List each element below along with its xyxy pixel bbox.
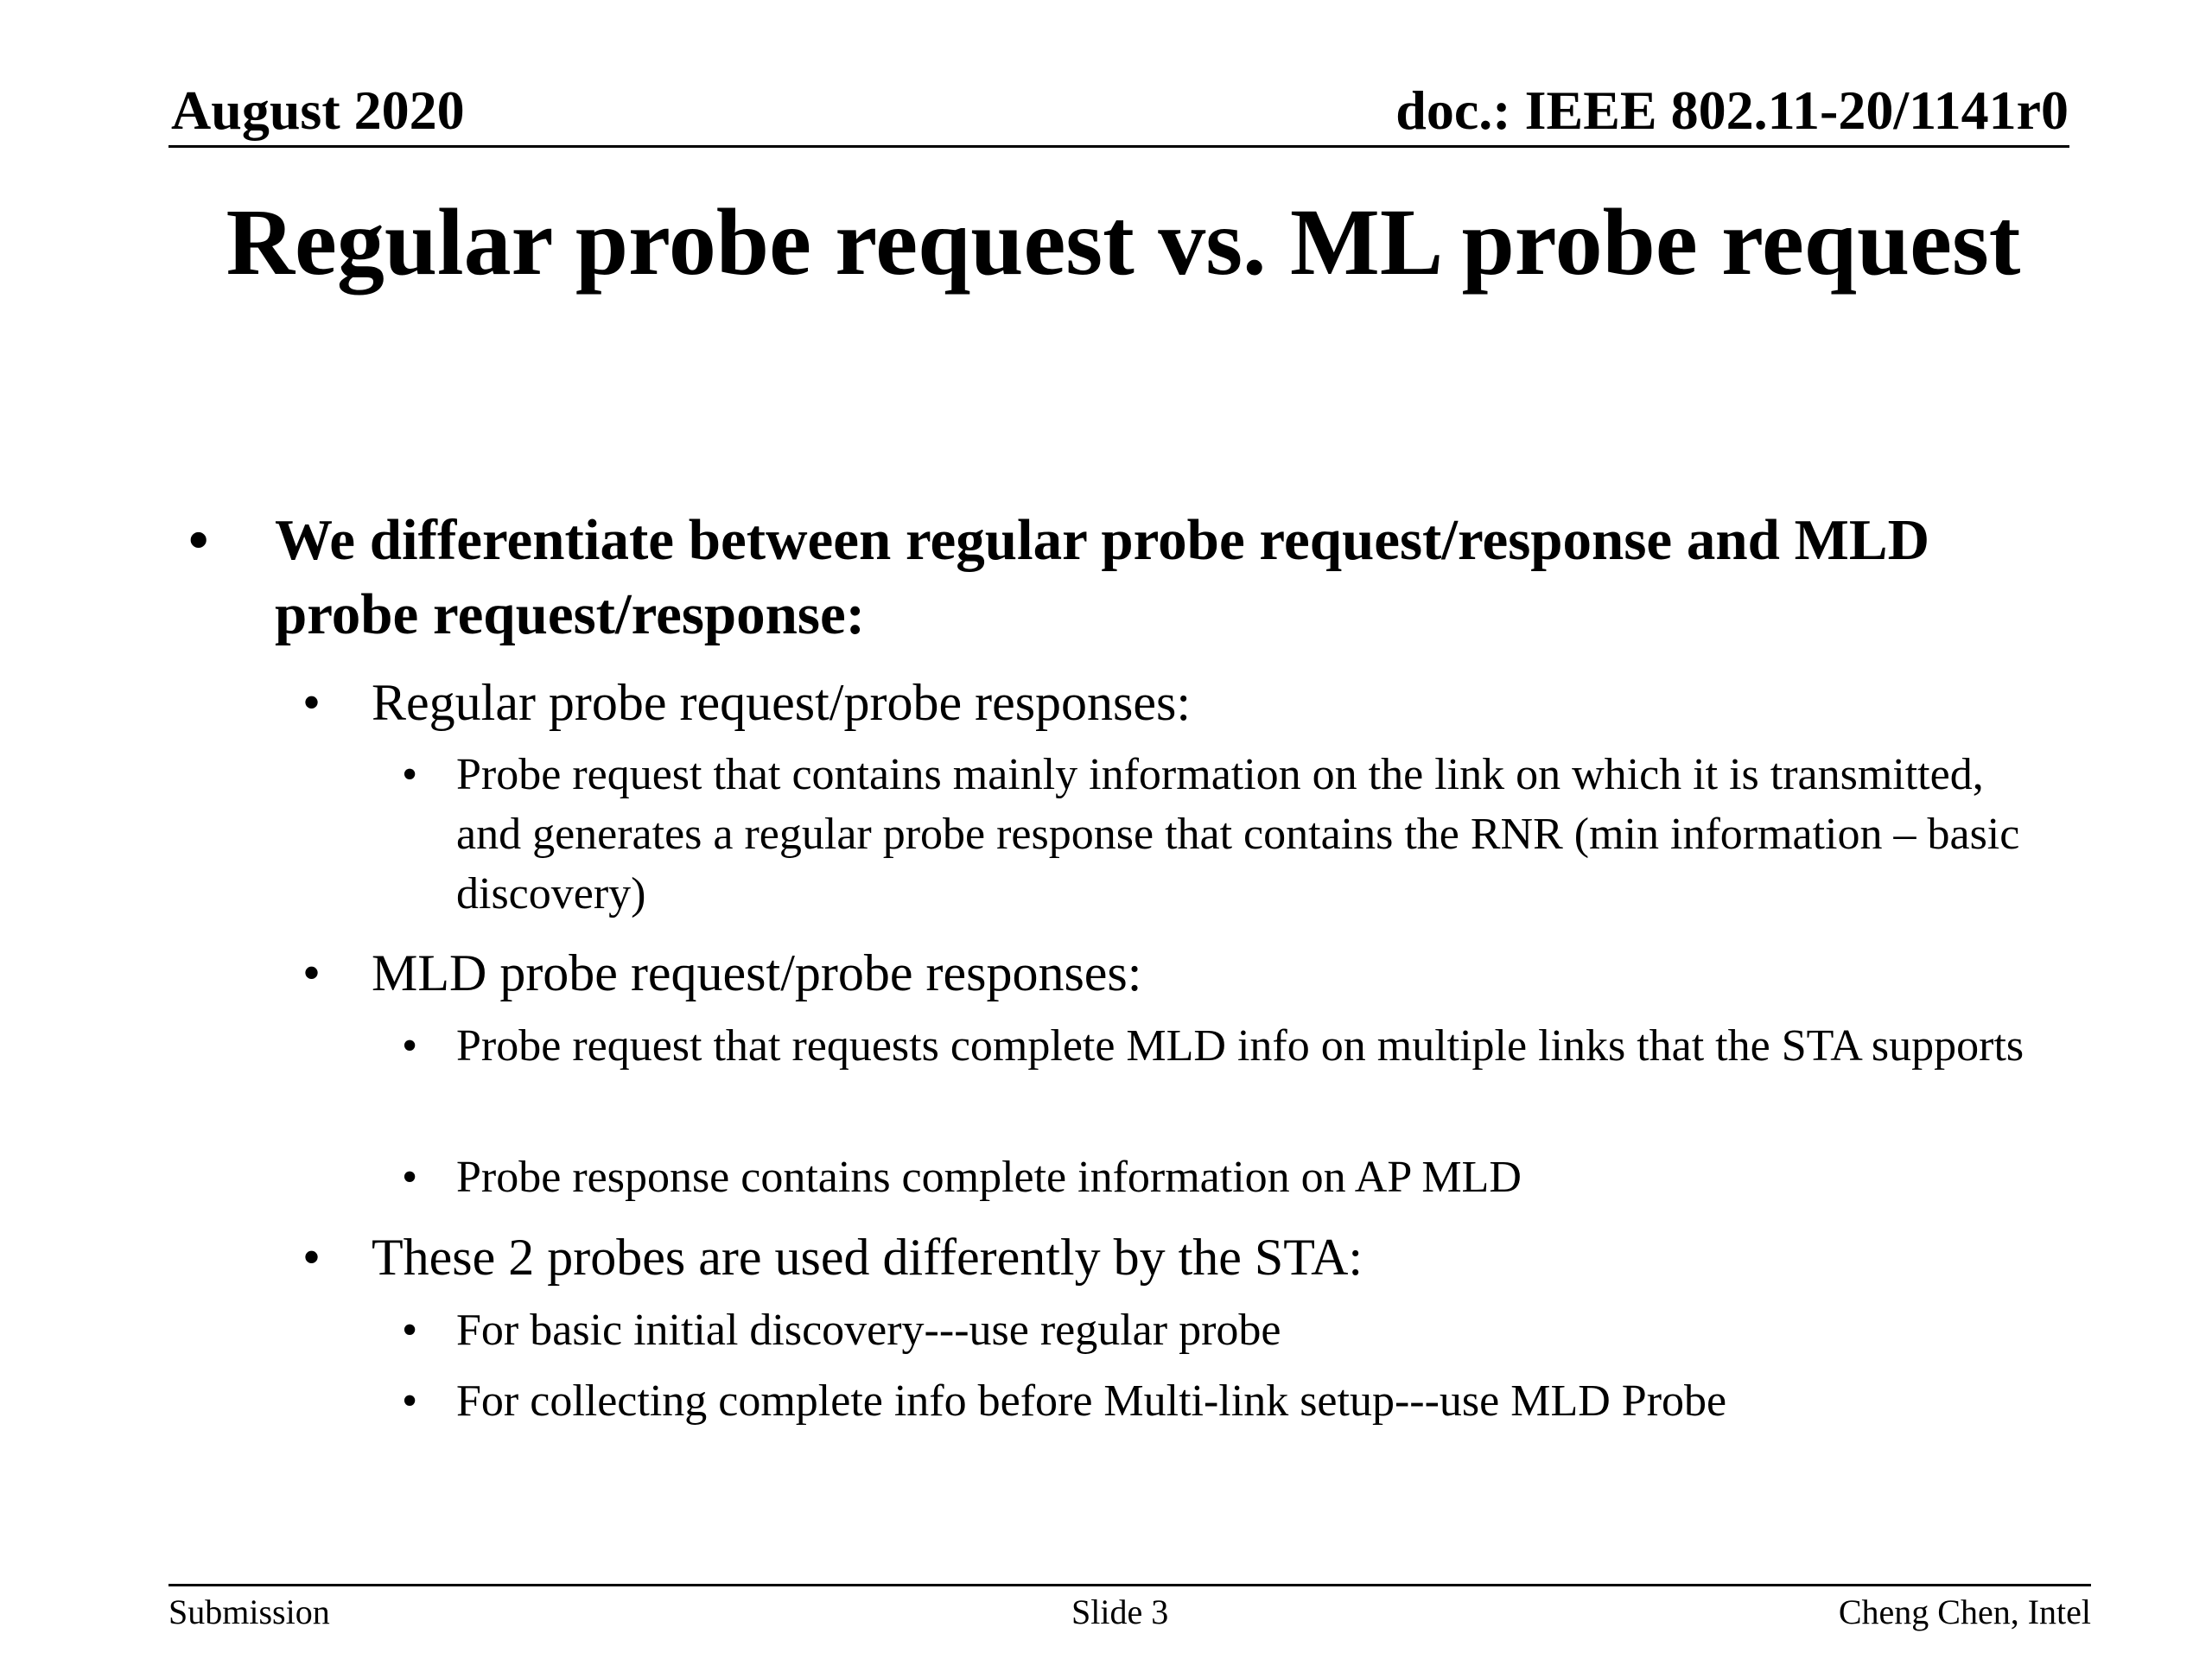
bullet-text: Probe request that requests complete MLD info on multiple links that the STA supports xyxy=(456,1021,2024,1071)
bullet-text: Regular probe request/probe responses: xyxy=(372,674,1192,731)
bullet-text: Probe response contains complete information on AP MLD xyxy=(456,1153,1522,1202)
header-date: August 2020 xyxy=(171,79,465,141)
bullet-dot: • xyxy=(302,674,321,731)
bullet-text: MLD probe request/probe responses: xyxy=(372,944,1142,1001)
bullet-dot: • xyxy=(302,944,321,1001)
footer-author: Cheng Chen, Intel xyxy=(1838,1592,2091,1631)
bullet-text: For basic initial discovery---use regular probe xyxy=(456,1306,1281,1355)
footer-slide-number: Slide 3 xyxy=(1071,1592,1169,1631)
bullet-text: For collecting complete info before Multi-link setup---use MLD Probe xyxy=(456,1376,1727,1426)
bullet-dot: • xyxy=(402,1376,418,1426)
slide-title: Regular probe request vs. ML probe request xyxy=(226,189,2021,295)
bullet-dot: • xyxy=(402,750,418,799)
bullet-dot: • xyxy=(402,1021,418,1071)
header-divider xyxy=(168,145,2069,148)
bullet-dot: • xyxy=(188,508,209,572)
bullet-dot: • xyxy=(302,1229,321,1286)
bullet-dot: • xyxy=(402,1306,418,1355)
footer-submission: Submission xyxy=(168,1592,330,1631)
header-doc-id: doc.: IEEE 802.11-20/1141r0 xyxy=(1395,79,2069,141)
bullet-text: These 2 probes are used differently by the STA: xyxy=(372,1229,1363,1286)
bullet-text: We differentiate between regular probe request/response and MLD probe request/response: xyxy=(275,508,1929,646)
bullet-dot: • xyxy=(402,1153,418,1202)
bullet-text: Probe request that contains mainly information on the link on which it is transmitted, and generates a regular probe response that contains the RNR (min information – basic discovery) xyxy=(456,750,2020,918)
